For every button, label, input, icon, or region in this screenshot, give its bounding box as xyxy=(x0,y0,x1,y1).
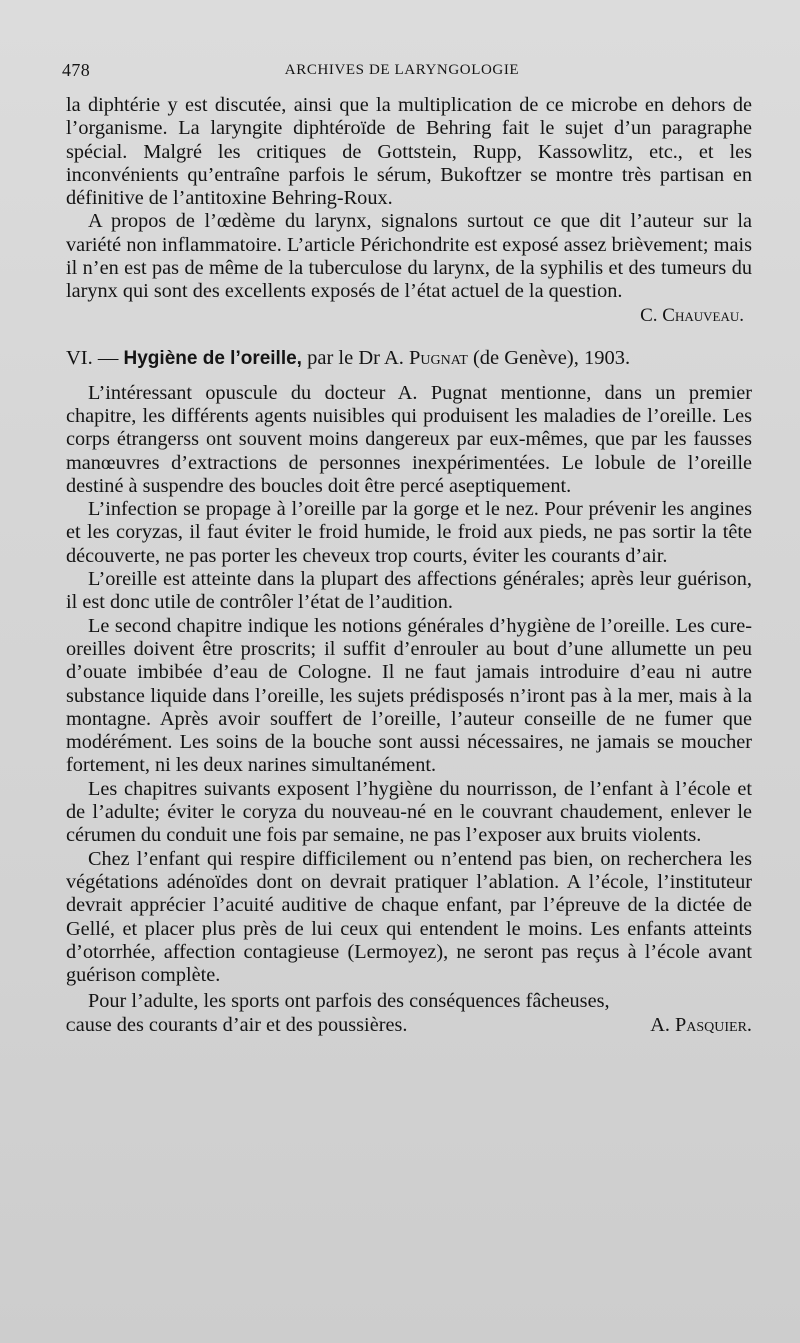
section-author-name: Pugnat xyxy=(409,346,468,369)
page-number: 478 xyxy=(62,60,91,80)
section-number: VI. — xyxy=(66,346,119,369)
section-title: Hygiène de l’oreille, xyxy=(123,347,302,369)
review-v-signature: C. Chauveau. xyxy=(640,304,744,326)
section-author-prefix: par le Dr A. xyxy=(301,346,409,369)
review-vi-paragraph-7-line-1: Pour l’adulte, les sports ont parfois des conséquences fâcheuses, xyxy=(88,990,610,1013)
review-vi-final-line xyxy=(66,1014,752,1037)
review-vi-paragraph-6: Chez l’enfant qui respire difficilement ou n’entend pas bien, on recherchera les végétations adénoïdes dont on devrait pratiquer l’ablation. A l’école, l’instituteur devrait apprécier l’acuité auditive de chaque enfant, par l’épreuve de la dictée de Gellé, et placer plus près de lui ceux qui entendent le moins. Les enfants atteints d’otorrhée, affection contagieuse (Lermoyez), ne seront pas reçus à l’école avant guérison complète. xyxy=(66,847,752,987)
review-vi-paragraph-3: L’oreille est atteinte dans la plupart des affections générales; après leur guérison, il est donc utile de contrôler l’état de l’audition. xyxy=(66,568,752,614)
section-author-suffix: (de Genève), 1903. xyxy=(467,346,631,369)
running-head xyxy=(62,52,742,86)
review-v-paragraph-1: la diphtérie y est discutée, ainsi que la multiplication de ce microbe en dehors de l’organisme. La laryngite diphtéroïde de Behring fait le sujet d’un paragraphe spécial. Malgré les critiques de Gottstein, Rupp, Kassowlitz, etc., et les inconvénients qu’entraîne parfois le sérum, Bukoftzer se montre très partisan en définitive de l’antitoxine Behring-Roux. xyxy=(66,94,752,210)
journal-title: ARCHIVES DE LARYNGOLOGIE xyxy=(284,62,520,78)
review-vi-paragraph-1: L’intéressant opuscule du docteur A. Pugnat mentionne, dans un premier chapitre, les différents agents nuisibles qui produisent les maladies de l’oreille. Les corps étrangerss ont souvent moins dangereux par eux-mêmes, que par les fausses manœuvres d’extractions de personnes inexpérimentées. Le lobule de l’oreille destiné à suspendre des boucles doit être percé aseptiquement. xyxy=(66,381,752,497)
review-vi-paragraph-5: Les chapitres suivants exposent l’hygiène du nourrisson, de l’enfant à l’école et de l’adulte; éviter le coryza du nouveau-né en le couvrant chaudement, enlever le cérumen du conduit une fois par semaine, ne pas l’exposer aux bruits violents. xyxy=(66,777,752,847)
review-vi-paragraph-2: L’infection se propage à l’oreille par la gorge et le nez. Pour prévenir les angines et les coryzas, il faut éviter le froid humide, le froid aux pieds, ne pas sortir la tête découverte, ne pas porter les cheveux trop courts, éviter les courants d’air. xyxy=(66,498,752,567)
review-vi-paragraph-7-line-2: ᴄause des courants d’air et des poussières. xyxy=(66,1013,408,1036)
review-vi-signature: A. Pasquier. xyxy=(650,1013,752,1036)
section-heading-vi xyxy=(66,347,752,370)
review-v-paragraph-2: A propos de l’œdème du larynx, signalons surtout ce que dit l’auteur sur la variété non inflammatoire. L’article Périchondrite est exposé assez brièvement; mais il n’en est pas de même de la tuberculose du larynx, de la syphilis et des tumeurs du larynx qui sont des excellents exposés de l’état actuel de la question. xyxy=(66,210,752,303)
page-body xyxy=(66,94,752,1037)
review-vi-paragraph-4: Le second chapitre indique les notions générales d’hygiène de l’oreille. Les cure-oreilles doivent être proscrits; il suffit d’enrouler au bout d’une allumette un peu d’ouate imbibée d’eau de Cologne. Il ne faut jamais introduire d’eau ni autre substance liquide dans l’oreille, les sujets prédisposés n’iront pas à la mer, mais à la montagne. Après avoir souffert de l’oreille, l’auteur conseille de ne fumer que modérément. Les soins de la bouche sont aussi nécessaires, ne jamais se moucher fortement, ni les deux narines simultanément. xyxy=(66,614,752,777)
